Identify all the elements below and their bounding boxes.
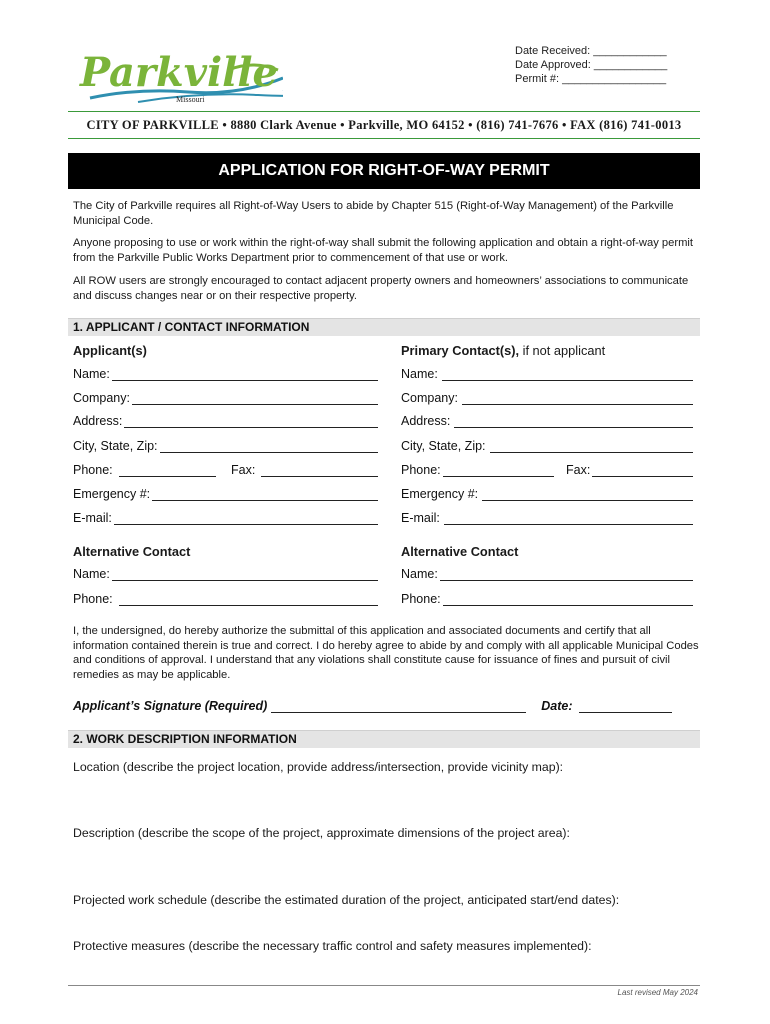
logo-subtitle: Missouri	[176, 95, 205, 104]
applicant-email-field[interactable]	[73, 511, 378, 525]
section-2-header: 2. WORK DESCRIPTION INFORMATION	[68, 730, 700, 748]
protective-measures-prompt: Protective measures (describe the necessary traffic control and safety measures implemented):	[73, 939, 592, 953]
applicant-city-field[interactable]	[73, 439, 378, 453]
field-label: Phone:	[73, 463, 113, 477]
primary-address-field[interactable]	[401, 414, 693, 428]
primary-city-field[interactable]	[401, 439, 693, 453]
field-label: Company:	[73, 391, 130, 405]
field-label: Phone:	[401, 592, 441, 606]
applicant-column-heading	[73, 343, 147, 358]
primary-alt-name-field[interactable]	[401, 567, 693, 581]
field-label: E-mail:	[73, 511, 112, 525]
field-label: Name:	[73, 567, 110, 581]
page-title: APPLICATION FOR RIGHT-OF-WAY PERMIT	[68, 153, 700, 189]
field-label: City, State, Zip:	[73, 439, 158, 453]
field-label: Name:	[73, 367, 110, 381]
logo-word: Parkville	[80, 49, 278, 96]
intro-paragraph-1: The City of Parkville requires all Right-of-Way Users to abide by Chapter 515 (Right-of-Way Management) of the Parkville Municipal Code.	[73, 200, 674, 227]
field-label: Fax:	[566, 463, 591, 477]
revision-note: Last revised May 2024	[617, 988, 698, 997]
primary-emergency-field[interactable]	[401, 487, 693, 501]
footer-rule	[68, 985, 700, 986]
permit-number-field[interactable]: Permit #: _________________	[515, 73, 667, 85]
section-1-header: 1. APPLICANT / CONTACT INFORMATION	[68, 318, 700, 336]
field-label: Name:	[401, 567, 438, 581]
primary-alt-phone-field[interactable]	[401, 592, 693, 606]
applicant-emergency-field[interactable]	[73, 487, 378, 501]
primary-name-field[interactable]	[401, 367, 693, 381]
field-label: City, State, Zip:	[401, 439, 486, 453]
date-received-field[interactable]: Date Received: ____________	[515, 45, 667, 57]
applicant-address-field[interactable]	[73, 414, 378, 428]
applicant-alt-phone-field[interactable]	[73, 592, 378, 606]
date-approved-field[interactable]: Date Approved: ____________	[515, 59, 668, 71]
primary-email-field[interactable]	[401, 511, 693, 525]
primary-company-field[interactable]	[401, 391, 693, 405]
signature-row	[73, 699, 699, 713]
schedule-prompt: Projected work schedule (describe the estimated duration of the project, anticipated start/end dates):	[73, 893, 620, 907]
field-label: Address:	[401, 414, 451, 428]
certification-paragraph: I, the undersigned, do hereby authorize the submittal of this application and associated documents and certify that all information contained therein is true and correct. I do hereby agree to abide by and comply with all applicable Municipal Codes and conditions of approval. I understand that any violations shall constitute cause for issuance of fines and pursuit of civil remedies as may be applicable.	[73, 625, 699, 681]
header-rule-bottom	[68, 138, 700, 139]
applicant-name-field[interactable]	[73, 367, 378, 381]
field-label: Company:	[401, 391, 458, 405]
primary-fax-field[interactable]	[566, 463, 693, 477]
field-label: Address:	[73, 414, 123, 428]
alt-heading-right: Alternative Contact	[401, 544, 519, 559]
office-use-block	[515, 44, 667, 86]
field-label: Fax:	[231, 463, 256, 477]
field-label: Phone:	[73, 592, 113, 606]
signature-label: Applicant’s Signature (Required)	[73, 699, 268, 713]
intro-paragraph-2: Anyone proposing to use or work within the right-of-way shall submit the following application and obtain a right-of-way permit from the Parkville Public Works Department prior to commencement of that use or work.	[73, 237, 693, 264]
field-label: E-mail:	[401, 511, 440, 525]
header-rule-top	[68, 111, 700, 112]
intro-paragraph-3: All ROW users are strongly encouraged to contact adjacent property owners and homeowners’ associations to communicate and discuss changes near or on their respective property.	[73, 275, 689, 302]
date-line[interactable]	[579, 700, 672, 713]
applicant-heading: Applicant(s)	[73, 343, 147, 358]
city-address-line: CITY OF PARKVILLE • 8880 Clark Avenue • Parkville, MO 64152 • (816) 741-7676 • FAX (816) 741-0013	[86, 118, 682, 132]
primary-alt-contact-heading	[401, 544, 518, 559]
primary-heading: Primary Contact(s),	[401, 343, 520, 358]
date-label: Date:	[541, 699, 573, 713]
primary-contact-column-heading	[401, 343, 605, 358]
applicant-alt-contact-heading	[73, 544, 190, 559]
applicant-alt-name-field[interactable]	[73, 567, 378, 581]
applicant-fax-field[interactable]	[231, 463, 378, 477]
primary-phone-field[interactable]	[401, 463, 554, 477]
primary-heading-suffix: if not applicant	[519, 343, 606, 358]
signature-line[interactable]	[271, 700, 526, 713]
field-label: Emergency #:	[73, 487, 151, 501]
alt-heading-left: Alternative Contact	[73, 544, 191, 559]
field-label: Emergency #:	[401, 487, 479, 501]
field-label: Phone:	[401, 463, 441, 477]
location-prompt: Location (describe the project location, provide address/intersection, provide vicinity map):	[73, 760, 564, 774]
description-prompt: Description (describe the scope of the project, approximate dimensions of the project area):	[73, 826, 570, 840]
field-label: Name:	[401, 367, 438, 381]
applicant-phone-field[interactable]	[73, 463, 216, 477]
applicant-company-field[interactable]	[73, 391, 378, 405]
